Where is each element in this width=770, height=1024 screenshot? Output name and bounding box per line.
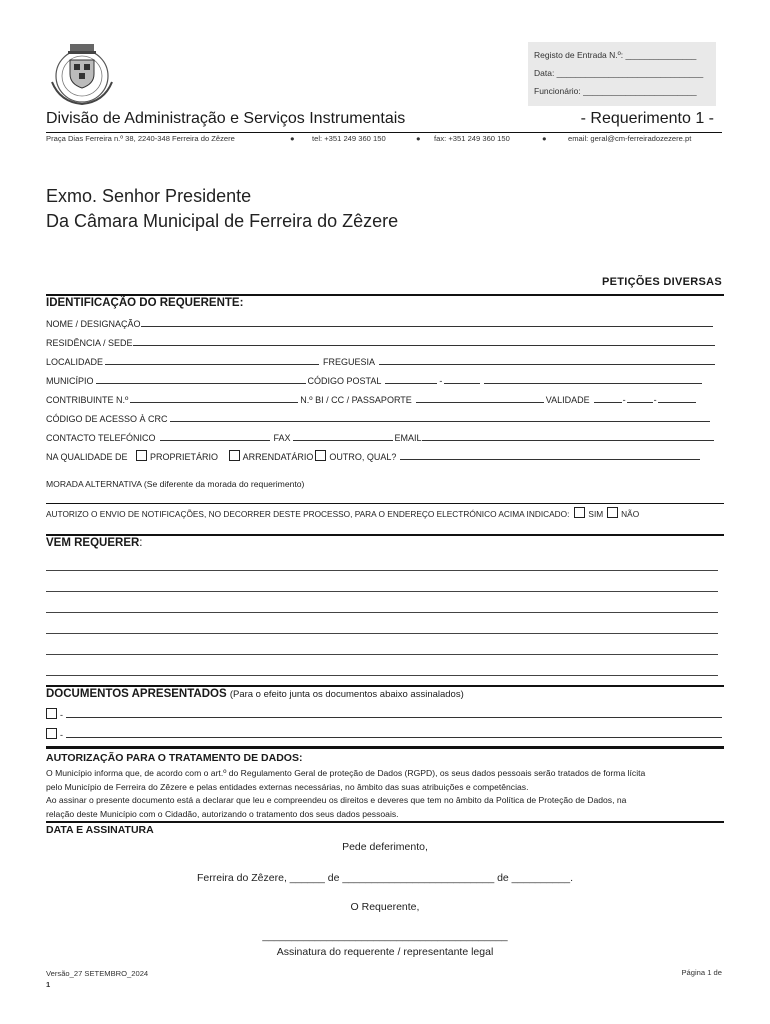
requerer-line-1[interactable] [46,569,718,571]
address-text: Praça Dias Ferreira n.º 38, 2240-348 Ferreira do Zêzere [46,134,235,143]
telefone-field[interactable] [160,429,270,441]
documento-2-checkbox[interactable] [46,728,57,739]
requerer-line-4[interactable] [46,632,718,634]
requerer-line-5[interactable] [46,653,718,655]
registo-entrada: Registo de Entrada N.º: _______________ [534,50,697,60]
form-type-title: PETIÇÕES DIVERSAS [601,276,722,288]
salutation-line-1: Exmo. Senhor Presidente [46,186,252,206]
registo-data: Data: _______________________________ [534,68,704,78]
footer-page: Página 1 de [681,968,722,977]
local-data-field[interactable]: Ferreira do Zêzere, ______ de __________________________ de __________. [197,872,573,884]
qualidade-row: NA QUALIDADE DE PROPRIETÁRIO ARRENDATÁRIO OUTRO, QUAL? [46,448,726,467]
sim-checkbox[interactable] [574,507,585,518]
autorizacao-title: AUTORIZAÇÃO PARA O TRATAMENTO DE DADOS: [46,752,303,764]
vem-requerer-section: VEM REQUERER: [46,534,724,549]
localidade-field[interactable] [105,353,319,365]
freguesia-field[interactable] [379,353,715,365]
header-title-row [46,110,722,133]
autorizo-notificacoes-row: AUTORIZO O ENVIO DE NOTIFICAÇÕES, NO DECORRER DESTE PROCESSO, PARA O ENDEREÇO ELECTRÓNICO ACIMA INDICADO: SIM NÃO [46,509,640,519]
municipio-field[interactable] [96,372,306,384]
bullet-icon: ● [416,134,421,143]
nome-field[interactable] [141,315,713,327]
documento-row-2: - [46,726,726,740]
signature-line[interactable]: __________________________________________ [262,930,508,942]
documento-1-field[interactable] [66,706,722,718]
proprietario-checkbox[interactable] [136,450,147,461]
documentos-note: (Para o efeito junta os documentos abaixo assinalados) [229,689,464,700]
validade-day-field[interactable] [594,391,622,403]
registo-funcionario: Funcionário: ________________________ [534,86,697,96]
identificacao-title: IDENTIFICAÇÃO DO REQUERENTE: [46,294,724,309]
pede-deferimento: Pede deferimento, [342,841,428,853]
arrendatario-checkbox[interactable] [229,450,240,461]
registo-box [528,42,716,106]
crc-row: CÓDIGO DE ACESSO À CRC [46,410,726,429]
requerer-line-6[interactable] [46,674,718,676]
vem-requerer-title: VEM REQUERER [46,537,140,549]
email-field[interactable] [422,429,714,441]
requerer-line-2[interactable] [46,590,718,592]
codigo-postal-field-2[interactable] [444,372,480,384]
contribuinte-row: CONTRIBUINTE N.º N.º BI / CC / PASSAPORTE VALIDADE - - [46,391,726,410]
tel-text: tel: +351 249 360 150 [312,134,386,143]
nao-checkbox[interactable] [607,507,618,518]
autorizacao-text: O Município informa que, de acordo com o art.º do Regulamento Geral de proteção de Dados (RGPD), os seus dados pessoais serão tratados de forma lícita pelo Município de Ferreira do Zêzere e pelas entidades externas necessárias, no âmbito das suas atribuições e competências. Ao assinar o presente documento está a declarar que leu e compreendeu os direitos e deveres que tem no âmbito da Política de Proteção de Dados, na relação deste Município com o Cidadão, autorizando o tratamento dos seus dados pessoais. [46,768,646,819]
bullet-icon: ● [290,134,295,143]
documento-2-field[interactable] [66,726,722,738]
contacto-row: CONTACTO TELEFÓNICO FAX EMAIL [46,429,726,448]
requerer-line-3[interactable] [46,611,718,613]
outro-field[interactable] [400,448,700,460]
signature-label: Assinatura do requerente / representante legal [276,946,494,958]
bi-field[interactable] [416,391,544,403]
validade-year-field[interactable] [658,391,696,403]
email-text: email: geral@cm-ferreiradozezere.pt [568,134,692,143]
contribuinte-field[interactable] [130,391,298,403]
outro-checkbox[interactable] [315,450,326,461]
codigo-postal-localidade-field[interactable] [484,372,702,384]
identificacao-fields [46,315,726,467]
data-assinatura-title: DATA E ASSINATURA [46,821,724,836]
bullet-icon: ● [542,134,547,143]
documentos-title: DOCUMENTOS APRESENTADOS [46,688,227,700]
localidade-row: LOCALIDADE FREGUESIA [46,353,726,372]
validade-month-field[interactable] [627,391,653,403]
footer-version: Versão_27 SETEMBRO_2024 1 [46,969,149,989]
nome-row: NOME / DESIGNAÇÃO [46,315,726,334]
footer-page-total: 1 [46,980,51,989]
fax-text: fax: +351 249 360 150 [434,134,510,143]
divider [46,503,724,504]
division-title: Divisão de Administração e Serviços Instrumentais [46,110,406,127]
divider-thick [46,746,724,749]
residencia-field[interactable] [133,334,715,346]
morada-alternativa-label: MORADA ALTERNATIVA (Se diferente da morada do requerimento) [46,479,305,489]
fax-field[interactable] [293,429,393,441]
documento-row-1: - [46,706,726,720]
requerimento-number: - Requerimento 1 - [580,110,714,127]
crc-field[interactable] [170,410,710,422]
o-requerente: O Requerente, [350,901,420,913]
salutation-line-2: Da Câmara Municipal de Ferreira do Zêzere [46,211,399,231]
contact-row [46,134,722,146]
residencia-row: RESIDÊNCIA / SEDE [46,334,726,353]
documento-1-checkbox[interactable] [46,708,57,719]
municipio-row: MUNICÍPIO CÓDIGO POSTAL - [46,372,726,391]
municipal-crest-logo [44,40,120,106]
documentos-section [46,685,724,700]
codigo-postal-field-1[interactable] [385,372,437,384]
